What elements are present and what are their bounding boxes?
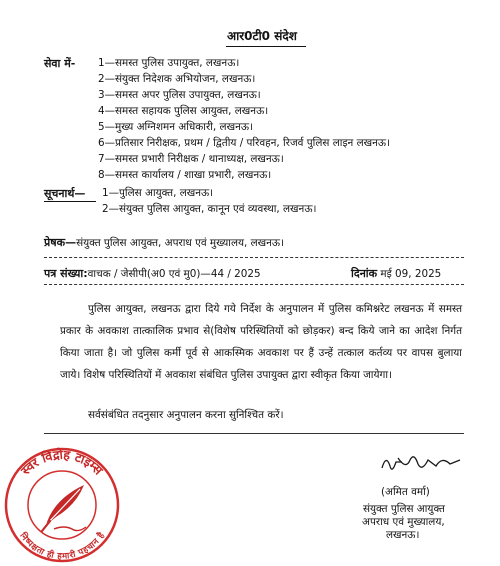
date-label: दिनांक	[351, 267, 378, 280]
recipient-item: 1—समस्त पुलिस उपायुक्त, लखनऊ।	[98, 57, 240, 69]
sender-label: प्रेषक—	[44, 236, 77, 249]
info-item: 1—पुलिस आयुक्त, लखनऊ।	[102, 187, 214, 199]
divider-dashed	[44, 284, 464, 285]
recipient-item: 2—संयुक्त निदेशक अभियोजन, लखनऊ।	[98, 73, 256, 85]
sender-line	[44, 236, 284, 250]
recipient-item: 8—समस्त कार्यालय / शाखा प्रभारी, लखनऊ।	[98, 169, 272, 181]
recipient-item: 3—समस्त अपर पुलिस उपायुक्त, लखनऊ।	[98, 89, 261, 101]
sender-text: संयुक्त पुलिस आयुक्त, अपराध एवं मुख्यालय, लखनऊ।	[76, 237, 285, 249]
recipient-item: 5—मुख्य अग्निशमन अधिकारी, लखनऊ।	[98, 121, 253, 133]
reference-number: वाचक / जेसीपी(अ0 एवं मु0)—44 / 2025	[87, 268, 261, 280]
reference-label: पत्र संख्या:	[44, 267, 88, 280]
reference-line	[44, 267, 261, 281]
info-label: सूचनार्थ—	[44, 187, 86, 200]
divider-dashed	[44, 257, 464, 258]
body-paragraph-2: सर्वसंबंधित तदनुसार अनुपालन करना सुनिश्चित करें।	[88, 409, 284, 421]
document-title: आर0टी0 संदेश	[227, 29, 297, 43]
body-paragraph-1: पुलिस आयुक्त, लखनऊ द्वारा दिये गये निर्देश के अनुपालन में पुलिस कमिश्नरेट लखनऊ में समस्त प्रकार के अवकाश तात्कालिक प्रभाव से(विशेष परिस्थितियों को छोड़कर) बन्द किये जाने का आदेश निर्गत किया जाता है। जो पुलिस कर्मी पूर्व से आकस्मिक अवकाश पर हैं उन्हें तत्काल कर्तव्य पर वापस बुलाया जाये। विशेष परिस्थितियों में अवकाश संबंधित पुलिस उपायुक्त द्वारा स्वीकृत किया जायेगा।	[60, 303, 462, 381]
info-item: 2—संयुक्त पुलिस आयुक्त, कानून एवं व्यवस्था, लखनऊ।	[102, 203, 317, 215]
signatory-designation: संयुक्त पुलिस आयुक्त	[363, 503, 445, 515]
title-underline	[226, 46, 306, 47]
date-value: मई 09, 2025	[377, 268, 442, 280]
recipient-item: 7—समस्त प्रभारी निरीक्षक / थानाध्यक्ष, लखनऊ।	[98, 153, 284, 165]
signatory-name: (अमित वर्मा)	[381, 486, 430, 498]
date-line	[351, 267, 441, 281]
body-paragraph	[60, 404, 462, 426]
divider-solid	[44, 433, 464, 434]
info-label-underline	[44, 201, 96, 202]
signatory-city: लखनऊ।	[386, 529, 420, 541]
stamp-text-top: स्वर विद्रोह टाइम्स	[17, 446, 107, 478]
body-paragraph	[60, 298, 462, 386]
newspaper-stamp-logo	[2, 445, 122, 563]
signature-scribble	[376, 448, 466, 480]
signatory-department: अपराध एवं मुख्यालय,	[362, 516, 445, 528]
recipient-item: 6—प्रतिसार निरीक्षक, प्रथम / द्वितीय / परिवहन, रिजर्व पुलिस लाइन लखनऊ।	[98, 137, 391, 149]
stamp-text-bottom: निष्पक्षता ही हमारी पहचान है	[17, 531, 107, 562]
recipients-label: सेवा में-	[44, 57, 76, 70]
recipient-item: 4—समस्त सहायक पुलिस आयुक्त, लखनऊ।	[98, 105, 269, 117]
